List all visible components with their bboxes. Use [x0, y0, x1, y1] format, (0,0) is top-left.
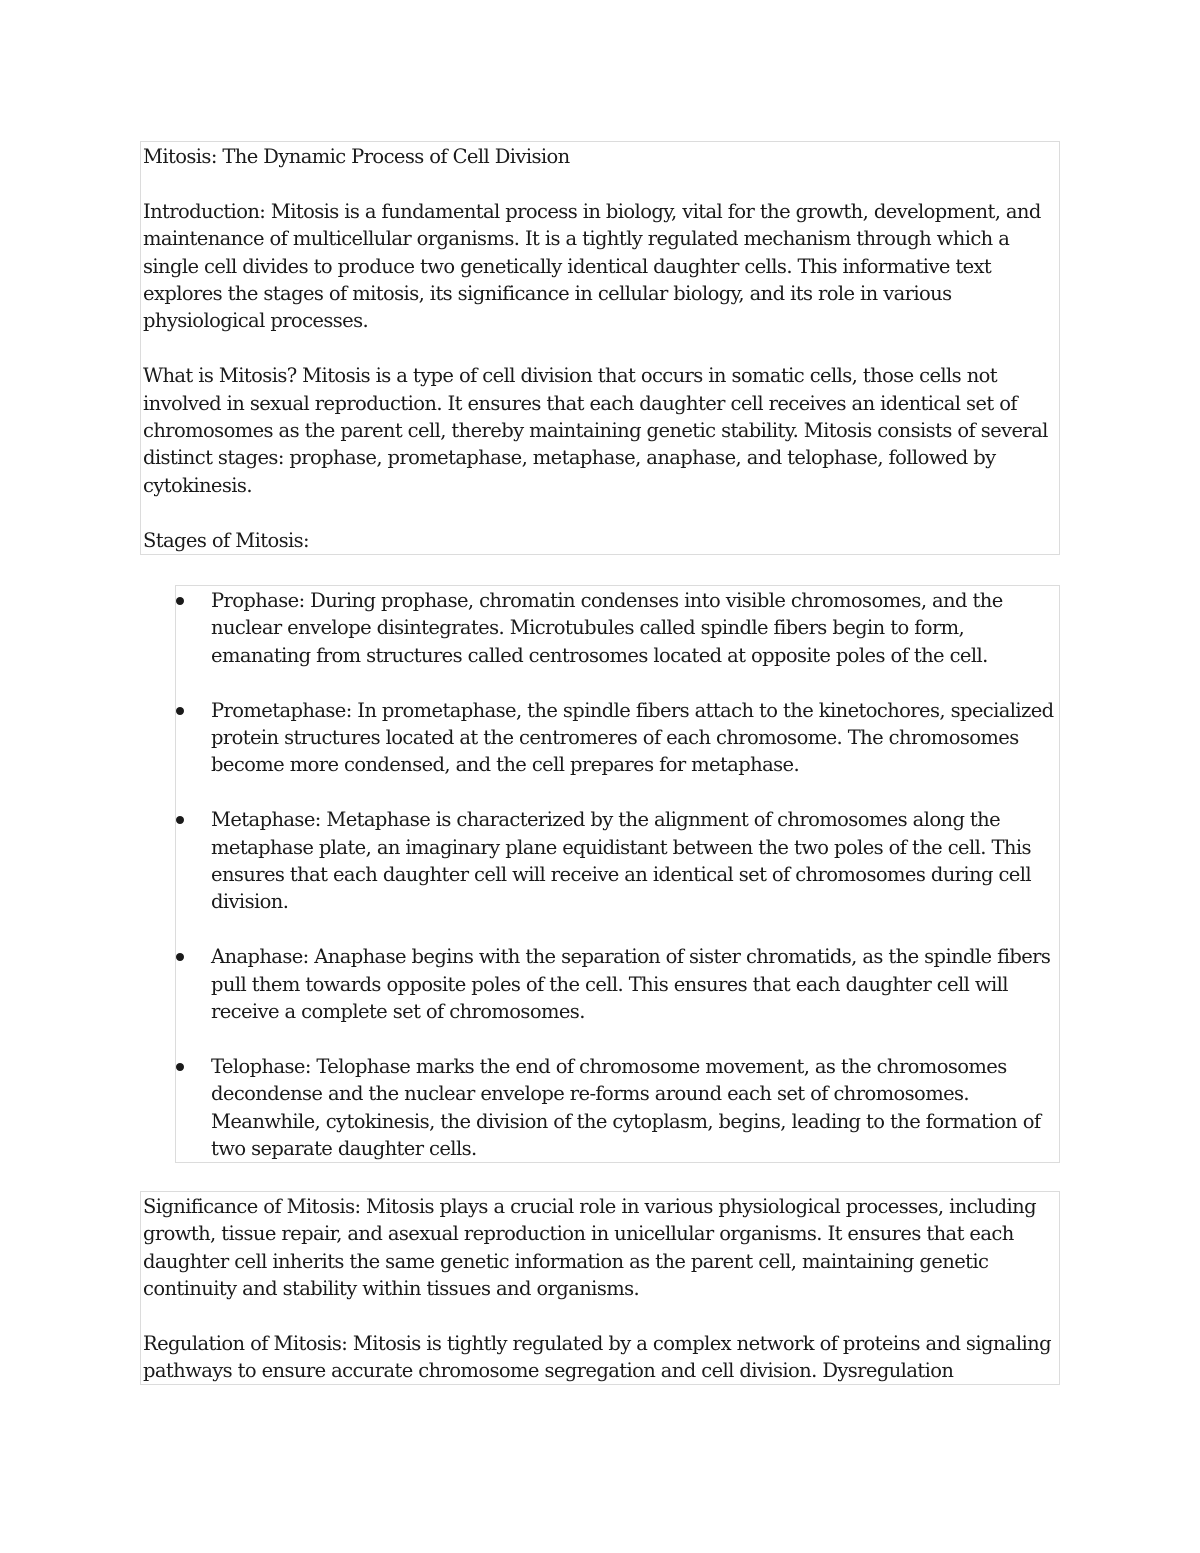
stage-prophase-text: Prophase: During prophase, chromatin condenses into visible chromosomes, and the nuclear envelope disintegrates. Microtubules called spindle fibers begin to form, emanating from structures called centrosomes located at opposite poles of the cell. [211, 589, 1003, 667]
list-item [176, 943, 1059, 1025]
list-item [176, 587, 1059, 669]
list-item [176, 806, 1059, 916]
document-title: Mitosis: The Dynamic Process of Cell Division [143, 145, 570, 168]
stage-metaphase-text: Metaphase: Metaphase is characterized by the alignment of chromosomes along the metaphase plate, an imaginary plane equidistant between the two poles of the cell. This ensures that each daughter cell will receive an identical set of chromosomes during cell division. [211, 808, 1032, 914]
stage-telophase-text: Telophase: Telophase marks the end of chromosome movement, as the chromosomes decondense and the nuclear envelope re-forms around each set of chromosomes. Meanwhile, cytokinesis, the division of the cytoplasm, begins, leading to the formation of two separate daughter cells. [211, 1054, 1041, 1161]
intro-text-block [140, 141, 1060, 555]
introduction-paragraph: Introduction: Mitosis is a fundamental process in biology, vital for the growth, development, and maintenance of multicellular organisms. It is a tightly regulated mechanism through which a single cell divides to produce two genetically identical daughter cells. This informative text explores the stages of mitosis, its significance in cellular biology, and its role in various physiological processes. [143, 199, 1041, 333]
stages-heading: Stages of Mitosis: [143, 528, 310, 552]
significance-paragraph: Significance of Mitosis: Mitosis plays a crucial role in various physiological processes, including growth, tissue repair, and asexual reproduction in unicellular organisms. It ensures that each daughter cell inherits the same genetic information as the parent cell, maintaining genetic continuity and stability within tissues and organisms. [143, 1195, 1036, 1301]
stage-prometaphase-text: Prometaphase: In prometaphase, the spindle fibers attach to the kinetochores, specialized protein structures located at the centromeres of each chromosome. The chromosomes become more condensed, and the cell prepares for metaphase. [211, 698, 1054, 777]
bullet-icon [176, 816, 184, 824]
bullet-icon [176, 707, 184, 715]
stages-list-block [175, 585, 1060, 1163]
stages-list [176, 587, 1059, 1162]
bullet-icon [176, 953, 184, 961]
stage-anaphase-text: Anaphase: Anaphase begins with the separation of sister chromatids, as the spindle fibers pull them towards opposite poles of the cell. This ensures that each daughter cell will receive a complete set of chromosomes. [211, 945, 1051, 1024]
closing-text-block [140, 1191, 1060, 1385]
bullet-icon [176, 1063, 184, 1071]
regulation-paragraph: Regulation of Mitosis: Mitosis is tightly regulated by a complex network of proteins and signaling pathways to ensure accurate chromosome segregation and cell division. Dysregulation [143, 1332, 1051, 1383]
bullet-icon [176, 597, 184, 605]
list-item [176, 697, 1059, 779]
what-is-mitosis-paragraph: What is Mitosis? Mitosis is a type of cell division that occurs in somatic cells, those cells not involved in sexual reproduction. It ensures that each daughter cell receives an identical set of chromosomes as the parent cell, thereby maintaining genetic stability. Mitosis consists of several distinct stages: prophase, prometaphase, metaphase, anaphase, and telophase, followed by cytokinesis. [143, 364, 1048, 497]
list-item [176, 1053, 1059, 1163]
